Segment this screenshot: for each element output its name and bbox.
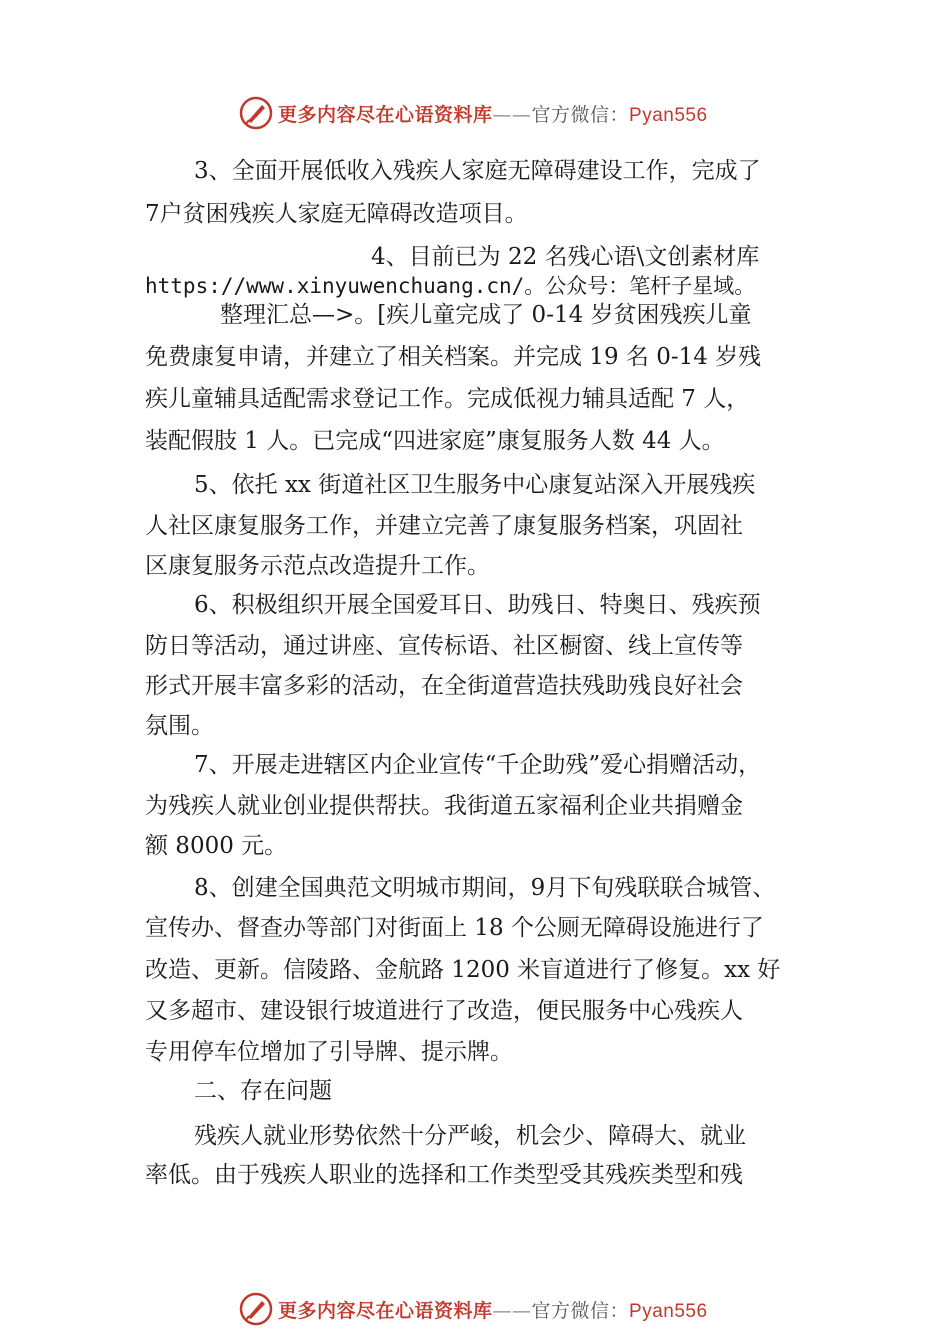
text-line: 8、创建全国典范文明城市期间，9月下旬残联联合城管、 (194, 875, 776, 901)
text-line: 残疾人就业形势依然十分严峻，机会少、障碍大、就业 (194, 1123, 746, 1149)
text-line: 5、依托 xx 街道社区卫生服务中心康复站深入开展残疾 (194, 472, 756, 498)
text-line: 整理汇总—>。[疾儿童完成了 0-14 岁贫困残疾儿童 (220, 302, 752, 328)
text-line: 4、目前已为 22 名残心语\文创素材库 (371, 244, 760, 270)
text-line: 额 8000 元。 (145, 833, 288, 859)
banner-text (278, 1296, 708, 1323)
text-line: 氛围。 (145, 713, 214, 739)
header-banner (238, 93, 708, 133)
banner-wechat-id: Pyan556 (629, 1300, 708, 1322)
banner-text (278, 100, 708, 127)
text-line: https://www.xinyuwenchuang.cn/。公众号：笔杆子星域。 (145, 274, 756, 298)
text-line: 防日等活动，通过讲座、宣传标语、社区橱窗、线上宣传等 (145, 633, 743, 659)
banner-dash: —— (492, 1299, 532, 1322)
text-line: 改造、更新。信陵路、金航路 1200 米盲道进行了修复。xx 好 (145, 957, 781, 983)
section-heading: 二、存在问题 (194, 1078, 332, 1104)
text-line: 专用停车位增加了引导牌、提示牌。 (145, 1039, 513, 1065)
text-line: 3、全面开展低收入残疾人家庭无障碍建设工作，完成了 (194, 158, 761, 184)
banner-dash: —— (492, 103, 532, 126)
text-line: 7户贫困残疾人家庭无障碍改造项目。 (145, 201, 528, 227)
text-line: 人社区康复服务工作，并建立完善了康复服务档案，巩固社 (145, 513, 743, 539)
text-line: 率低。由于残疾人职业的选择和工作类型受其残疾类型和残 (145, 1162, 743, 1188)
banner-brand: 更多内容尽在心语资料库 (278, 103, 493, 126)
footer-banner (238, 1289, 708, 1329)
text-line: 疾儿童辅具适配需求登记工作。完成低视力辅具适配 7 人， (145, 386, 750, 412)
quill-logo-icon (238, 1291, 274, 1327)
text-line: 为残疾人就业创业提供帮扶。我街道五家福利企业共捐赠金 (145, 793, 743, 819)
text-line: 宣传办、督查办等部门对街面上 18 个公厕无障碍设施进行了 (145, 915, 764, 941)
text-line: 又多超市、建设银行坡道进行了改造，便民服务中心残疾人 (145, 998, 743, 1024)
quill-logo-icon (238, 95, 274, 131)
banner-brand: 更多内容尽在心语资料库 (278, 1299, 493, 1322)
text-line: 形式开展丰富多彩的活动，在全街道营造扶残助残良好社会 (145, 673, 743, 699)
text-line: 装配假肢 1 人。已完成“四进家庭”康复服务人数 44 人。 (145, 428, 725, 454)
text-line: 7、开展走进辖区内企业宣传“千企助残”爱心捐赠活动， (194, 752, 762, 778)
banner-wechat-id: Pyan556 (629, 104, 708, 126)
text-line: 区康复服务示范点改造提升工作。 (145, 553, 490, 579)
banner-wechat-label: 官方微信： (531, 1299, 630, 1322)
text-line: 免费康复申请，并建立了相关档案。并完成 19 名 0-14 岁残 (145, 344, 762, 370)
banner-wechat-label: 官方微信： (531, 103, 630, 126)
text-line: 6、积极组织开展全国爱耳日、助残日、特奥日、残疾预 (194, 592, 761, 618)
